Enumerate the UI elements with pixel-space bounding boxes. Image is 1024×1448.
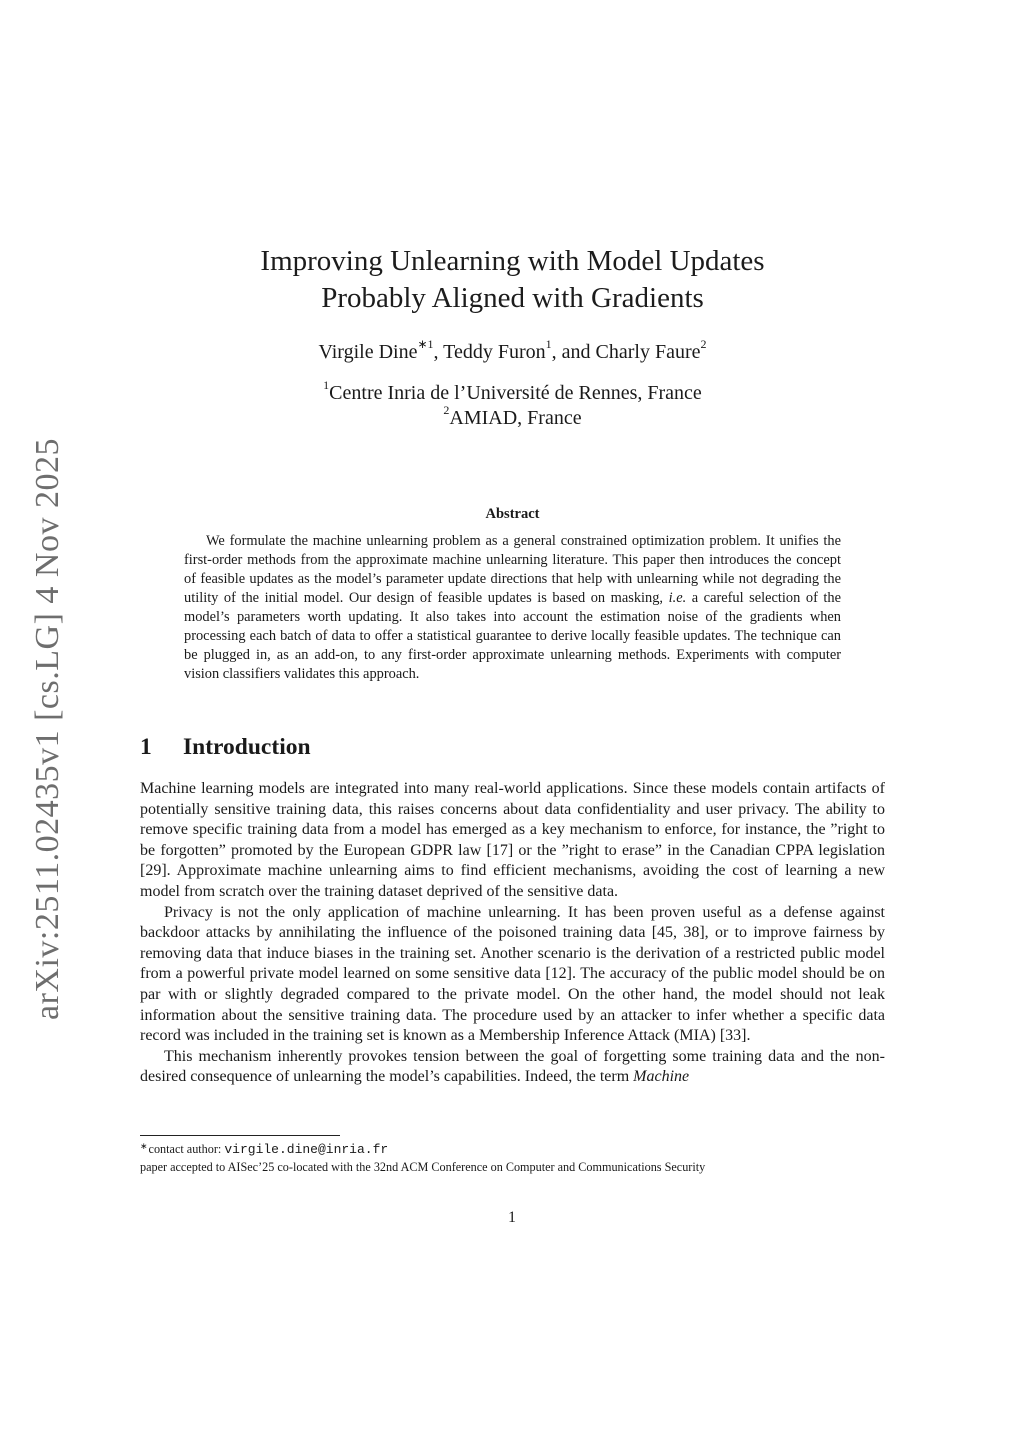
author-separator: , and	[551, 341, 596, 363]
contact-email-link[interactable]: virgile.dine@inria.fr	[224, 1142, 389, 1157]
footnote-contact	[140, 1141, 885, 1159]
abstract-text-part: a careful selection of the model’s parameters worth updating. It also takes into account the estimation noise of the gradients when processing each batch of data to offer a statistical guarantee to derive locally feasible updates. The technique can be plugged in, as an add-on, to any first-order approximate unlearning methods. Experiments with computer vision classifiers validates this approach.	[184, 590, 841, 682]
paragraph: Machine learning models are integrated into many real-world applications. Since these models contain artifacts of potentially sensitive training data, this raises concerns about data confidentiality and user privacy. The ability to remove specific training data from a model has emerged as a key mechanism to enforce, for instance, the ”right to be forgotten” promoted by the European GDPR law [17] or the ”right to erase” in the Canadian CPPA legislation [29]. Approximate machine unlearning aims to find efficient mechanisms, avoiding the cost of learning a new model from scratch over the training dataset deprived of the sensitive data.	[140, 780, 885, 900]
paragraph-text: This mechanism inherently provokes tension between the goal of forgetting some training data and the non-desired consequence of unlearning the model’s capabilities. Indeed, the term	[140, 1047, 885, 1086]
footnotes	[140, 1141, 885, 1175]
italic-term: Machine	[633, 1068, 690, 1086]
affiliation-text: AMIAD, France	[449, 407, 582, 429]
author-separator: ,	[433, 341, 444, 363]
abstract	[184, 506, 841, 684]
affiliation-line	[140, 403, 885, 431]
section-title: Introduction	[183, 734, 311, 760]
author-affiliation-mark: 1	[545, 337, 552, 352]
paragraph: Privacy is not the only application of machine unlearning. It has been proven useful as a defense against backdoor attacks by annihilating the influence of the poisoned training data [45, 38], or to improve fairness by removing data that induce biases in the training set. Another scenario is the derivation of a restricted public model from a powerful private model learned on some sensitive data [12]. The accuracy of the public model should be on par with or slightly degraded compared to the private model. On the other hand, the model should not leak information about the sensitive training data. The procedure used by an attacker to infer whether a specific data record was included in the training set is known as a Membership Inference Attack (MIA) [33].	[140, 903, 885, 1045]
author-affiliation-mark: ∗1	[417, 337, 434, 352]
introduction-section	[140, 733, 885, 1088]
paper-title-line-2: Probably Aligned with Gradients	[321, 282, 704, 314]
author-name: Virgile Dine	[318, 341, 418, 363]
footnote-label: contact author:	[148, 1142, 225, 1156]
abstract-text	[184, 532, 841, 684]
title-block	[140, 243, 885, 431]
page-number: 1	[508, 1209, 516, 1226]
affiliation-text: Centre Inria de l’Université de Rennes, France	[329, 382, 702, 404]
abstract-heading: Abstract	[485, 506, 540, 522]
author-list	[140, 339, 885, 365]
arxiv-identifier-stamp[interactable]: arXiv:2511.02435v1 [cs.LG] 4 Nov 2025	[29, 438, 66, 1020]
footnote-divider	[140, 1135, 340, 1136]
abstract-text-part: We formulate the machine unlearning problem as a general constrained optimization problem. It unifies the first-order methods from the approximate machine unlearning literature. This paper then introduces the concept of feasible updates as the model’s parameter update directions that help with unlearning while not degrading the utility of the initial model. Our design of feasible updates is based on masking,	[184, 533, 841, 606]
affiliation-mark: 2	[443, 403, 450, 418]
author-name: Charly Faure	[595, 341, 701, 363]
footnote-mark: ∗	[140, 1141, 148, 1151]
affiliation-mark: 1	[323, 378, 330, 393]
footnote-venue: paper accepted to AISec’25 co-located with the 32nd ACM Conference on Computer and Communications Security	[140, 1159, 706, 1174]
paper-title-line-1: Improving Unlearning with Model Updates	[260, 245, 765, 277]
section-heading	[140, 733, 885, 761]
affiliations	[140, 378, 885, 431]
section-number: 1	[140, 734, 152, 760]
author-name: Teddy Furon	[443, 341, 546, 363]
affiliation-line	[140, 378, 885, 406]
author-affiliation-mark: 2	[700, 337, 707, 352]
paragraph	[140, 1047, 885, 1088]
abstract-italic-term: i.e.	[668, 590, 687, 606]
